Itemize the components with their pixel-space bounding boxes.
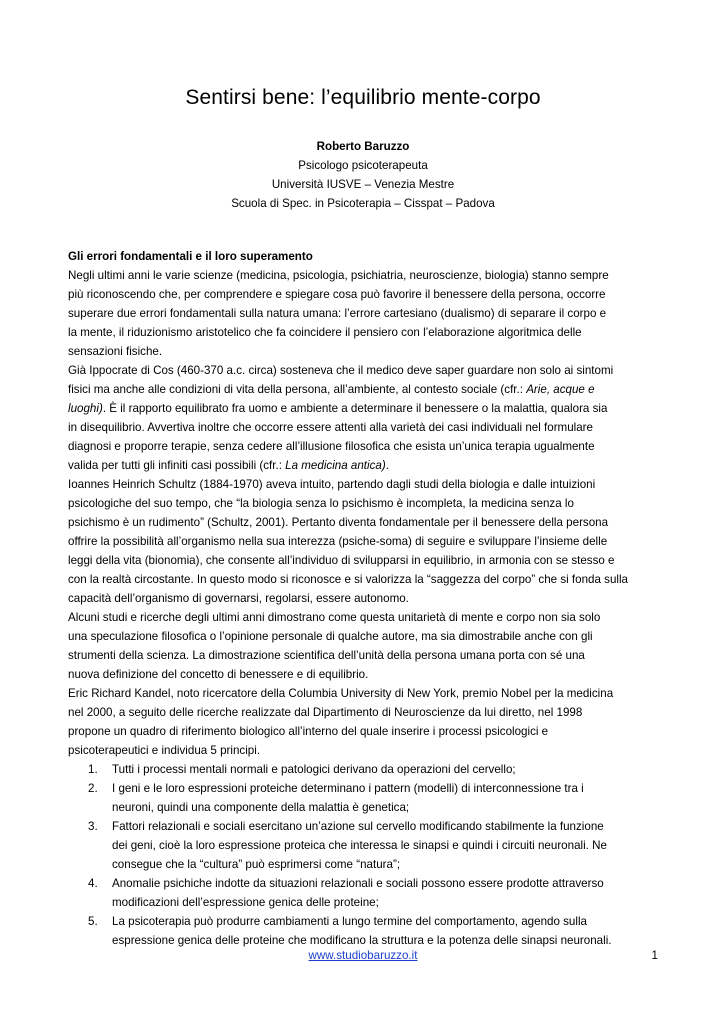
text-segment: . È il rapporto equilibrato fra uomo e ambiente a determinare il benessere o la malattia, qualora sia bbox=[102, 402, 608, 415]
list-number: 1. bbox=[88, 763, 98, 776]
author-affiliation-1: Università IUSVE – Venezia Mestre bbox=[271, 178, 455, 191]
text-line: più riconoscendo che, per comprendere e spiegare cosa può favorire il benessere della persona, occorre bbox=[68, 288, 606, 301]
text-line: Anomalie psichiche indotte da situazioni relazionali e sociali possono essere prodotte attraverso bbox=[112, 877, 604, 890]
principles-list bbox=[68, 760, 658, 950]
document-title: Sentirsi bene: l’equilibrio mente-corpo bbox=[185, 86, 541, 109]
text-line: leggi della vita (bionomia), che consente all’individuo di svilupparsi in equilibrio, in armonia con se stesso e bbox=[68, 554, 615, 567]
text-segment: valida per tutti gli infiniti casi possibili (cfr.: bbox=[68, 459, 286, 472]
list-number: 2. bbox=[88, 782, 98, 795]
paragraph-3 bbox=[68, 475, 658, 608]
page-number: 1 bbox=[651, 949, 658, 962]
list-item bbox=[68, 817, 658, 874]
text-segment: . bbox=[385, 459, 389, 472]
text-line: diagnosi e proporre terapie, senza cedere all’illusione filosofica che esista un’unica terapia ugualmente bbox=[68, 440, 595, 453]
text-line: Già Ippocrate di Cos (460-370 a.c. circa) sosteneva che il medico deve saper guardare non solo ai sintomi bbox=[68, 364, 614, 377]
text-line: Tutti i processi mentali normali e patologici derivano da operazioni del cervello; bbox=[112, 763, 516, 776]
author-role: Psicologo psicoterapeuta bbox=[298, 159, 428, 172]
list-item bbox=[68, 912, 658, 950]
list-item bbox=[68, 760, 658, 779]
text-line: espressione genica delle proteine che modificano la struttura e la potenza delle sinapsi neuronali. bbox=[112, 934, 612, 947]
text-line: propone un quadro di riferimento biologico all’interno del quale inserire i processi psicologici e bbox=[68, 725, 549, 738]
author-affiliation-2: Scuola di Spec. in Psicoterapia – Cisspat – Padova bbox=[231, 197, 495, 210]
footer-website-link[interactable]: www.studiobaruzzo.it bbox=[308, 949, 418, 962]
text-line bbox=[68, 383, 595, 396]
text-segment: fisici ma anche alle condizioni di vita della persona, all’ambiente, al contesto sociale (cfr.: bbox=[68, 383, 527, 396]
text-line: neuroni, quindi una componente della malattia è genetica; bbox=[112, 801, 410, 814]
text-line: una speculazione filosofica o l’opinione personale di qualche autore, ma sia dimostrabile anche con gli bbox=[68, 630, 593, 643]
list-number: 3. bbox=[88, 820, 98, 833]
text-line: I geni e le loro espressioni proteiche determinano i pattern (modelli) di interconnessione tra i bbox=[112, 782, 584, 795]
citation-title: La medicina antica) bbox=[285, 459, 386, 472]
text-line: Alcuni studi e ricerche degli ultimi anni dimostrano come questa unitarietà di mente e corpo non sia solo bbox=[68, 611, 601, 624]
list-number: 5. bbox=[88, 915, 98, 928]
citation-title: Arie, acque e bbox=[526, 383, 595, 396]
text-line: la mente, il riduzionismo aristotelico che fa coincidere il pensiero con l’elaborazione algoritmica delle bbox=[68, 326, 582, 339]
text-line: La psicoterapia può produrre cambiamenti a lungo termine del comportamento, agendo sulla bbox=[112, 915, 587, 928]
citation-title: luoghi) bbox=[68, 402, 103, 415]
paragraph-2 bbox=[68, 361, 658, 475]
text-line: Ioannes Heinrich Schultz (1884-1970) aveva intuito, partendo dagli studi della biologia e dalle intuizioni bbox=[68, 478, 596, 491]
author-block bbox=[68, 137, 658, 213]
text-line: sensazioni fisiche. bbox=[68, 345, 163, 358]
text-line: modificazioni dell’espressione genica delle proteine; bbox=[112, 896, 379, 909]
text-line: nuova definizione del concetto di benessere e di equilibrio. bbox=[68, 668, 369, 681]
text-line: nel 2000, a seguito delle ricerche realizzate dal Dipartimento di Neuroscienze da lui diretto, nel 1998 bbox=[68, 706, 583, 719]
section-heading: Gli errori fondamentali e il loro superamento bbox=[68, 250, 313, 263]
text-line: con la realtà circostante. In questo modo si riconosce e si valorizza la “saggezza del corpo” che si fonda sulla bbox=[68, 573, 629, 586]
text-line bbox=[68, 459, 389, 472]
paragraph-1 bbox=[68, 266, 658, 361]
text-line: Negli ultimi anni le varie scienze (medicina, psicologia, psichiatria, neuroscienze, biologia) stanno sempre bbox=[68, 269, 609, 282]
text-line: offrire la possibilità all’organismo nella sua interezza (psiche-soma) di seguire e sviluppare l’insieme delle bbox=[68, 535, 608, 548]
list-item bbox=[68, 874, 658, 912]
text-line: psichismo è un rudimento” (Schultz, 2001). Pertanto diventa fondamentale per il benessere della persona bbox=[68, 516, 609, 529]
text-line: dei geni, cioè la loro espressione proteica che interessa le sinapsi e quindi i circuiti neuronali. Ne bbox=[112, 839, 607, 852]
text-line: strumenti della scienza. La dimostrazione scientifica dell’unità della persona umana porta con sé una bbox=[68, 649, 585, 662]
text-line: psicologiche del suo tempo, che “la biologia senza lo psichismo è incompleta, la medicina senza lo bbox=[68, 497, 574, 510]
text-line: Fattori relazionali e sociali esercitano un’azione sul cervello modificando stabilmente la funzione bbox=[112, 820, 604, 833]
document-body bbox=[68, 247, 658, 950]
text-line: Eric Richard Kandel, noto ricercatore della Columbia University di New York, premio Nobel per la medicina bbox=[68, 687, 614, 700]
text-line bbox=[68, 402, 607, 415]
text-line: in disequilibrio. Avvertiva inoltre che occorre essere attenti alla varietà dei casi individuali nel formulare bbox=[68, 421, 593, 434]
text-line: capacità dell’organismo di governarsi, regolarsi, essere autonomo. bbox=[68, 592, 409, 605]
author-name: Roberto Baruzzo bbox=[316, 140, 410, 153]
list-number: 4. bbox=[88, 877, 98, 890]
list-item bbox=[68, 779, 658, 817]
text-line: superare due errori fondamentali sulla natura umana: l’errore cartesiano (dualismo) di separare il corpo e bbox=[68, 307, 607, 320]
text-line: psicoterapeutici e individua 5 principi. bbox=[68, 744, 261, 757]
paragraph-4 bbox=[68, 608, 658, 684]
paragraph-5 bbox=[68, 684, 658, 760]
text-line: consegue che la “cultura” può esprimersi come “natura”; bbox=[112, 858, 401, 871]
